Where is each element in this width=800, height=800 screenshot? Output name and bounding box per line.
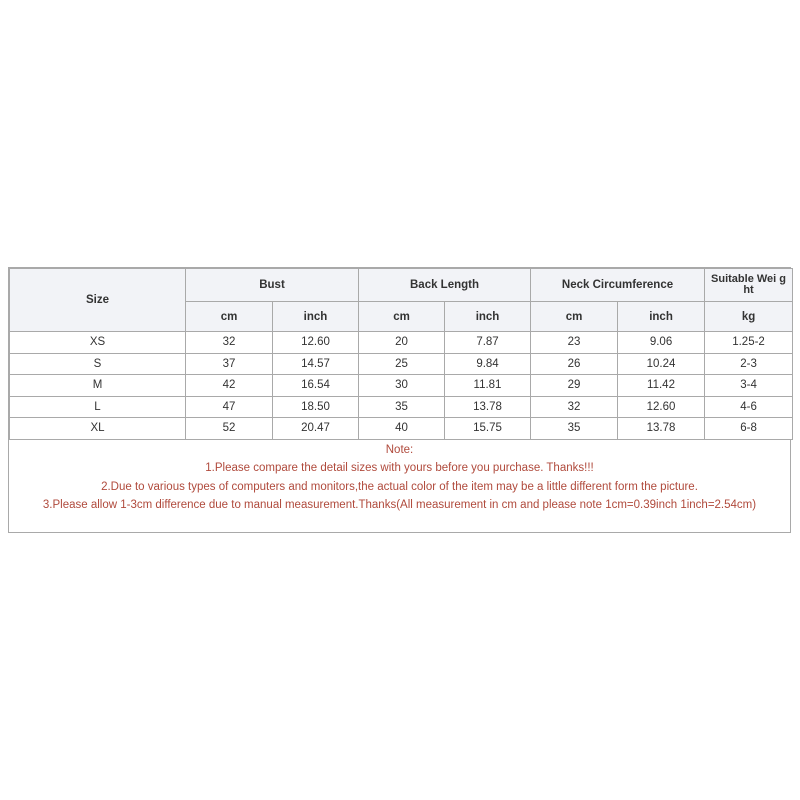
cell-size: S: [10, 353, 186, 375]
neck-cm-header: cm: [531, 302, 618, 332]
bust-cm-header: cm: [186, 302, 273, 332]
bust-header: Bust: [186, 269, 359, 302]
cell-bust-inch: 20.47: [273, 418, 359, 440]
table-row: [10, 353, 793, 375]
cell-neck-cm: 23: [531, 332, 618, 354]
cell-back-length-cm: 30: [359, 375, 445, 397]
cell-weight-kg: 4-6: [705, 396, 793, 418]
cell-back-length-cm: 40: [359, 418, 445, 440]
cell-neck-inch: 12.60: [618, 396, 705, 418]
cell-size: XL: [10, 418, 186, 440]
cell-bust-cm: 42: [186, 375, 273, 397]
cell-bust-inch: 14.57: [273, 353, 359, 375]
cell-bust-cm: 32: [186, 332, 273, 354]
cell-weight-kg: 3-4: [705, 375, 793, 397]
cell-back-length-cm: 35: [359, 396, 445, 418]
notes-section: [9, 441, 790, 514]
table-row: [10, 396, 793, 418]
cell-weight-kg: 2-3: [705, 353, 793, 375]
cell-weight-kg: 6-8: [705, 418, 793, 440]
note-line-2: 2.Due to various types of computers and monitors,the actual color of the item may be a little different form the picture.: [101, 480, 698, 493]
note-line-3: 3.Please allow 1-3cm difference due to manual measurement.Thanks(All measurement in cm and please note 1cm=0.39inch 1inch=2.54cm): [42, 498, 757, 511]
cell-bust-cm: 37: [186, 353, 273, 375]
cell-back-length-inch: 9.84: [445, 353, 531, 375]
bust-inch-header: inch: [273, 302, 359, 332]
neck-circumference-header: Neck Circumference: [531, 269, 705, 302]
cell-bust-inch: 12.60: [273, 332, 359, 354]
cell-size: XS: [10, 332, 186, 354]
table-row: [10, 375, 793, 397]
size-header: Size: [10, 269, 186, 332]
note-line-1: 1.Please compare the detail sizes with yours before you purchase. Thanks!!!: [205, 462, 594, 475]
back-length-inch-header: inch: [445, 302, 531, 332]
back-length-header: Back Length: [359, 269, 531, 302]
cell-neck-inch: 9.06: [618, 332, 705, 354]
cell-back-length-inch: 11.81: [445, 375, 531, 397]
back-length-cm-header: cm: [359, 302, 445, 332]
size-table: [9, 268, 793, 440]
cell-back-length-inch: 7.87: [445, 332, 531, 354]
cell-neck-cm: 32: [531, 396, 618, 418]
table-row: [10, 332, 793, 354]
cell-back-length-inch: 15.75: [445, 418, 531, 440]
weight-kg-header: kg: [705, 302, 793, 332]
cell-back-length-cm: 25: [359, 353, 445, 375]
cell-bust-inch: 16.54: [273, 375, 359, 397]
cell-bust-cm: 47: [186, 396, 273, 418]
cell-neck-inch: 11.42: [618, 375, 705, 397]
size-chart: [8, 267, 791, 533]
cell-neck-cm: 29: [531, 375, 618, 397]
cell-neck-inch: 13.78: [618, 418, 705, 440]
notes-title: Note:: [385, 444, 414, 456]
cell-weight-kg: 1.25-2: [705, 332, 793, 354]
cell-neck-inch: 10.24: [618, 353, 705, 375]
cell-size: M: [10, 375, 186, 397]
cell-back-length-cm: 20: [359, 332, 445, 354]
cell-bust-cm: 52: [186, 418, 273, 440]
header-row: [10, 269, 793, 302]
cell-back-length-inch: 13.78: [445, 396, 531, 418]
cell-size: L: [10, 396, 186, 418]
suitable-weight-header: Suitable Wei ght: [705, 269, 793, 302]
table-row: [10, 418, 793, 440]
cell-neck-cm: 26: [531, 353, 618, 375]
neck-inch-header: inch: [618, 302, 705, 332]
cell-bust-inch: 18.50: [273, 396, 359, 418]
cell-neck-cm: 35: [531, 418, 618, 440]
